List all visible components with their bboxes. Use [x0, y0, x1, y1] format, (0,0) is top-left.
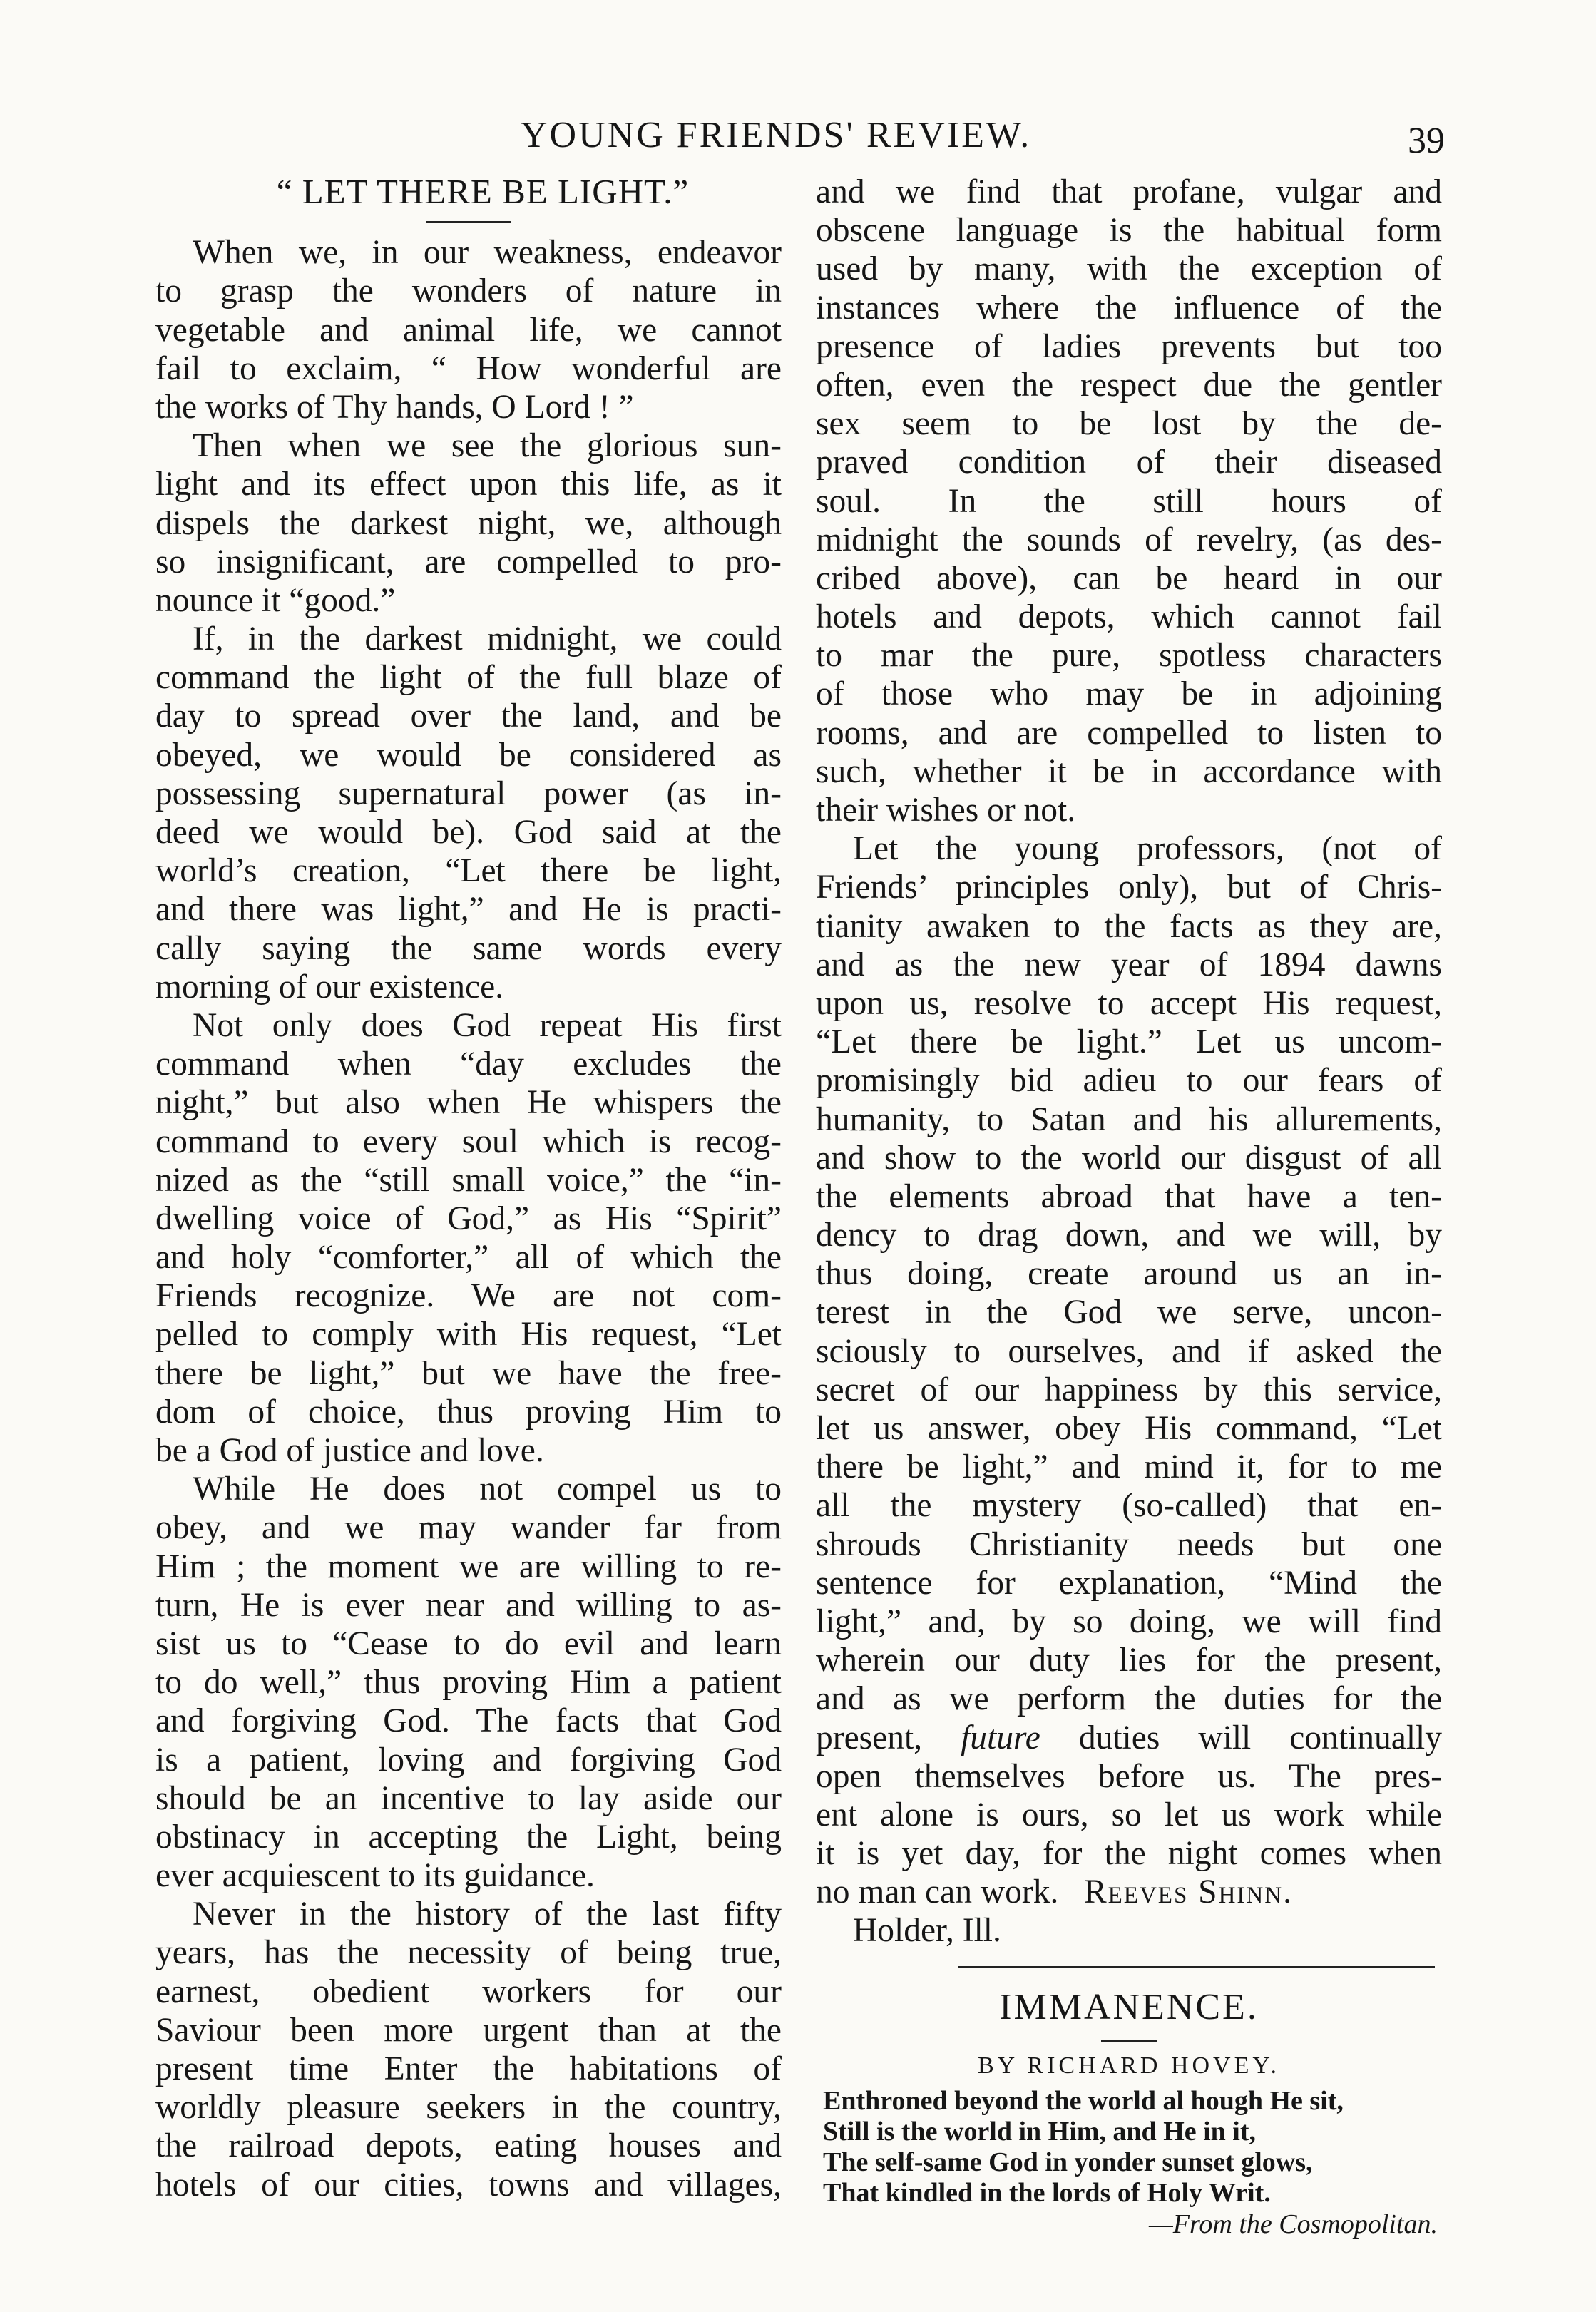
- text-line: cally saying the same words every: [155, 929, 782, 967]
- text-line: secret of our happiness by this service,: [816, 1371, 1442, 1408]
- text-line: wherein our duty lies for the present,: [816, 1642, 1442, 1679]
- text-line: promisingly bid adieu to our fears of: [816, 1062, 1442, 1100]
- text-line: the works of Thy hands, O Lord ! ”: [155, 388, 634, 426]
- text-line: Friends’ principles only), but of Chris-: [816, 869, 1442, 906]
- author-signature: Reeves Shinn.: [1083, 1873, 1293, 1911]
- text-line: obstinacy in accepting the Light, being: [155, 1818, 782, 1856]
- poem-title: IMMANENCE.: [999, 1986, 1259, 2027]
- text-line: terest in the God we serve, uncon-: [816, 1294, 1442, 1331]
- text-line: presence of ladies prevents but too: [816, 327, 1442, 365]
- text-line: Never in the history of the last fifty: [193, 1896, 782, 1933]
- text-line: so insignificant, are compelled to pro-: [155, 543, 782, 580]
- article-title: “ LET THERE BE LIGHT.”: [276, 172, 690, 211]
- text-line: Saviour been more urgent than at the: [155, 2011, 782, 2049]
- text-line: obeyed, we would be considered as: [155, 736, 782, 774]
- text-line: should be an incentive to lay aside our: [155, 1779, 782, 1817]
- text-fragment: duties will continually: [1078, 1719, 1442, 1756]
- title-rule: [426, 221, 511, 223]
- text-line: morning of our existence.: [155, 968, 504, 1006]
- poem-title-rule: [1101, 2040, 1157, 2042]
- text-fragment: no man can work.: [816, 1873, 1059, 1911]
- text-line: world’s creation, “Let there be light,: [155, 852, 782, 890]
- text-line: there be light,” and mind it, for to me: [816, 1448, 1442, 1486]
- text-line: let us answer, obey His command, “Let: [816, 1410, 1442, 1447]
- text-line: obscene language is the habitual form: [816, 212, 1442, 250]
- text-line: dwelling voice of God,” as His “Spirit”: [155, 1200, 782, 1237]
- left-column-body: [155, 233, 782, 2204]
- text-line: thus doing, create around us an in-: [816, 1255, 1442, 1293]
- text-line-with-signature: [816, 1873, 1442, 1911]
- text-line: sist us to “Cease to do evil and learn: [155, 1625, 782, 1662]
- text-line: cribed above), can be heard in our: [816, 559, 1442, 597]
- text-line: nized as the “still small voice,” the “in-: [155, 1161, 782, 1199]
- text-line: and show to the world our disgust of all: [816, 1139, 1442, 1177]
- text-line: years, has the necessity of being true,: [155, 1934, 782, 1972]
- text-line: soul. In the still hours of: [816, 482, 1442, 520]
- text-line: rooms, and are compelled to listen to: [816, 714, 1442, 752]
- poem-byline: BY RICHARD HOVEY.: [977, 2052, 1281, 2079]
- right-column: [816, 173, 1442, 2240]
- text-line: of those who may be in adjoining: [816, 675, 1442, 713]
- text-line: it is yet day, for the night comes when: [816, 1835, 1442, 1873]
- text-line: fail to exclaim, “ How wonderful are: [155, 349, 782, 387]
- text-line: open themselves before us. The pres-: [816, 1757, 1442, 1795]
- text-line: present time Enter the habitations of: [155, 2050, 782, 2087]
- text-line: and as the new year of 1894 dawns: [816, 946, 1442, 983]
- text-line: sciously to ourselves, and if asked the: [816, 1332, 1442, 1370]
- text-line: the elements abroad that have a ten-: [816, 1177, 1442, 1215]
- text-line: If, in the darkest midnight, we could: [193, 620, 782, 658]
- text-line: obey, and we may wander far from: [155, 1509, 782, 1547]
- text-line: there be light,” but we have the free-: [155, 1354, 782, 1392]
- text-line: such, whether it be in accordance with: [816, 752, 1442, 790]
- text-line: and as we perform the duties for the: [816, 1680, 1442, 1718]
- text-line: praved condition of their diseased: [816, 444, 1442, 481]
- text-line: dency to drag down, and we will, by: [816, 1217, 1442, 1254]
- poem-line: That kindled in the lords of Holy Writ.: [823, 2177, 1271, 2208]
- poem-line: The self-same God in yonder sunset glows,: [823, 2147, 1313, 2177]
- text-line: dom of choice, thus proving Him to: [155, 1393, 782, 1431]
- text-line: and we find that profane, vulgar and: [816, 173, 1442, 210]
- text-line: sex seem to be lost by the de-: [816, 405, 1442, 443]
- text-line: humanity, to Satan and his allurements,: [816, 1100, 1442, 1138]
- text-line: Not only does God repeat His first: [193, 1006, 782, 1044]
- text-line: possessing supernatural power (as in-: [155, 774, 782, 812]
- poem-source: —From the Cosmopolitan.: [1149, 2209, 1438, 2239]
- text-line: shrouds Christianity needs but one: [816, 1525, 1442, 1563]
- text-line: dispels the darkest night, we, although: [155, 504, 782, 542]
- text-line: worldly pleasure seekers in the country,: [155, 2089, 782, 2127]
- text-line: deed we would be). God said at the: [155, 814, 782, 851]
- text-line: While He does not compel us to: [193, 1470, 782, 1508]
- poem-line: Still is the world in Him, and He in it,: [823, 2116, 1257, 2147]
- text-line: is a patient, loving and forgiving God: [155, 1741, 782, 1779]
- text-line: ent alone is ours, so let us work while: [816, 1796, 1442, 1833]
- text-line: the railroad depots, eating houses and: [155, 2127, 782, 2165]
- text-line: earnest, obedient workers for our: [155, 1973, 782, 2010]
- text-line: night,” but also when He whispers the: [155, 1084, 782, 1122]
- text-line: Him ; the moment we are willing to re-: [155, 1548, 782, 1585]
- text-line: command when “day excludes the: [155, 1045, 782, 1083]
- running-title: YOUNG FRIENDS' REVIEW.: [521, 115, 1032, 155]
- text-line: Friends recognize. We are not com-: [155, 1277, 782, 1315]
- text-line: tianity awaken to the facts as they are,: [816, 907, 1442, 945]
- text-line: hotels and depots, which cannot fail: [816, 598, 1442, 636]
- text-line: and there was light,” and He is practi-: [155, 891, 782, 929]
- text-line: “Let there be light.” Let us uncom-: [816, 1023, 1442, 1061]
- poem-body: [816, 2086, 1442, 2209]
- author-location: Holder, Ill.: [853, 1912, 1001, 1950]
- text-line: their wishes or not.: [816, 792, 1076, 829]
- text-line: When we, in our weakness, endeavor: [193, 234, 782, 272]
- section-divider: [958, 1966, 1435, 1968]
- text-line-with-italic: [816, 1719, 1442, 1757]
- text-line: upon us, resolve to accept His request,: [816, 984, 1442, 1022]
- text-line: to do well,” thus proving Him a patient: [155, 1664, 782, 1702]
- text-line: hotels of our cities, towns and villages,: [155, 2166, 782, 2204]
- text-line: turn, He is ever near and willing to as-: [155, 1586, 782, 1624]
- text-fragment: present,: [816, 1719, 923, 1756]
- text-line: instances where the influence of the: [816, 289, 1442, 327]
- left-column: [155, 173, 782, 2204]
- text-line: to mar the pure, spotless characters: [816, 637, 1442, 675]
- text-line: sentence for explanation, “Mind the: [816, 1564, 1442, 1602]
- text-line: and holy “comforter,” all of which the: [155, 1239, 782, 1277]
- text-line: ever acquiescent to its guidance.: [155, 1857, 595, 1895]
- text-line: often, even the respect due the gentler: [816, 366, 1442, 404]
- text-line: day to spread over the land, and be: [155, 697, 782, 735]
- text-line: command to every soul which is recog-: [155, 1122, 782, 1160]
- text-line: all the mystery (so-called) that en-: [816, 1487, 1442, 1525]
- text-line: light and its effect upon this life, as it: [155, 466, 782, 503]
- text-line: nounce it “good.”: [155, 581, 396, 619]
- text-line: to grasp the wonders of nature in: [155, 272, 782, 310]
- poem-line: Enthroned beyond the world al hough He sit,: [823, 2085, 1344, 2116]
- text-line: command the light of the full blaze of: [155, 659, 782, 697]
- text-line: be a God of justice and love.: [155, 1432, 544, 1469]
- text-line: Then when we see the glorious sun-: [193, 427, 782, 465]
- text-line: and forgiving God. The facts that God: [155, 1702, 782, 1740]
- text-line: vegetable and animal life, we cannot: [155, 311, 782, 349]
- text-line: used by many, with the exception of: [816, 250, 1442, 288]
- italic-word: future: [961, 1719, 1040, 1756]
- text-line: pelled to comply with His request, “Let: [155, 1316, 782, 1354]
- text-line: light,” and, by so doing, we will find: [816, 1602, 1442, 1640]
- page-number: 39: [1408, 121, 1445, 161]
- text-line: Let the young professors, (not of: [853, 830, 1442, 868]
- text-line: midnight the sounds of revelry, (as des-: [816, 521, 1442, 558]
